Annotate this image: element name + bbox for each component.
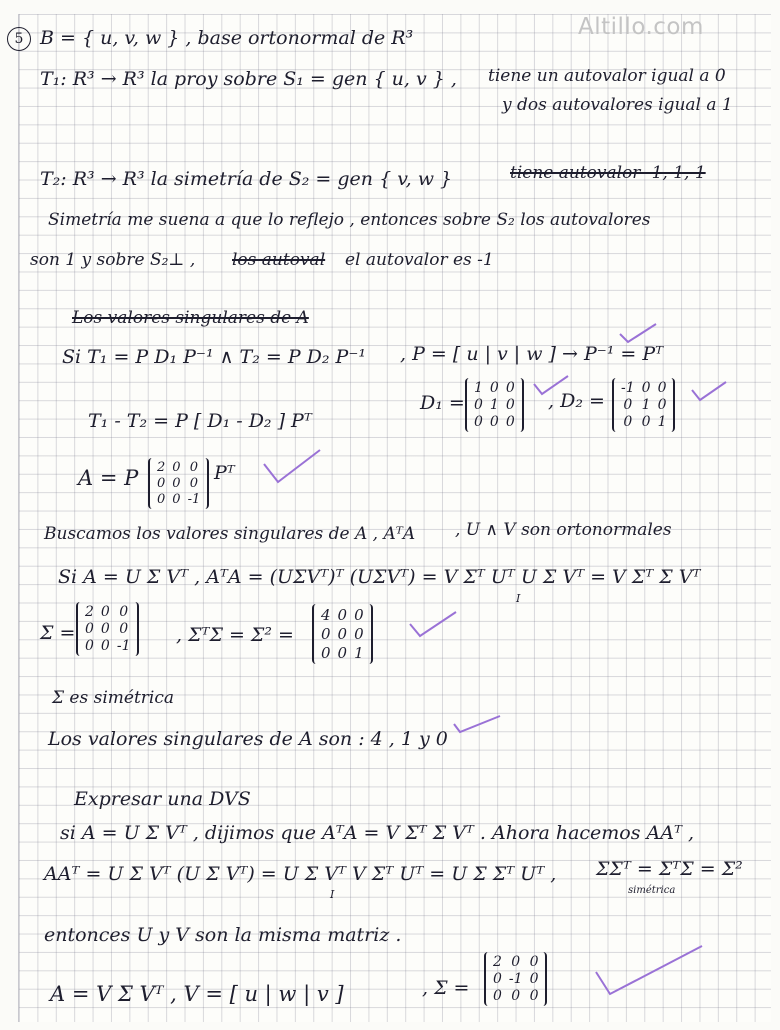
label-sigma-final: , Σ = [422, 977, 470, 999]
matrix-cell: 0 [505, 380, 515, 396]
matrix-cell: 4 [321, 606, 331, 624]
matrix-cell: 1 [641, 397, 651, 413]
grader-check-1 [618, 320, 658, 346]
matrix-cell: 0 [505, 397, 515, 413]
matrix-cell: 0 [172, 460, 181, 475]
underbrace-identity-1: I [516, 592, 521, 605]
line-u-equals-v: entonces U y V son la misma matriz . [44, 924, 402, 946]
matrix-cell: 0 [157, 492, 166, 507]
matrix-cell: 0 [100, 604, 110, 620]
matrix-cell: 0 [489, 414, 499, 430]
matrix-cell: 0 [529, 954, 539, 970]
label-a-equals: A = P [78, 466, 139, 490]
line-singular-values-result: Los valores singulares de A son : 4 , 1 y 0 [48, 728, 448, 750]
matrix-cell: 2 [85, 604, 94, 620]
line-final-svd: A = V Σ Vᵀ , V = [ u | w | v ] [50, 982, 344, 1006]
matrix-cell: 0 [641, 414, 651, 430]
matrix-cell: 0 [489, 380, 499, 396]
matrix-cell: 0 [474, 397, 483, 413]
matrix-d1 [465, 378, 524, 432]
matrix-cell: 0 [337, 606, 348, 624]
label-d1: D₁ = [420, 392, 465, 414]
line-orthonormal: , U ∧ V son ortonormales [455, 520, 672, 540]
line-t1-eigen-one: y dos autovalores igual a 1 [502, 95, 733, 115]
line-sigma-symmetric: Σ es simétrica [52, 688, 175, 708]
matrix-cell: 0 [172, 492, 181, 507]
matrix-sigma-squared [312, 604, 373, 664]
matrix-cell: 0 [337, 625, 348, 643]
matrix-cell: 0 [657, 380, 667, 396]
line-t1-minus-t2: T₁ - T₂ = P [ D₁ - D₂ ] Pᵀ [88, 410, 312, 432]
matrix-cell: 0 [321, 625, 331, 643]
grader-check-6 [452, 712, 502, 734]
line-t2-struck: tiene autovalor -1, 1, 1 [510, 163, 706, 183]
matrix-cell: 0 [85, 638, 94, 654]
note-symmetric: simétrica [628, 885, 676, 896]
matrix-cell: 0 [511, 988, 521, 1004]
matrix-cell: 0 [354, 606, 364, 624]
heading-dvs: Expresar una DVS [74, 788, 251, 810]
matrix-cell: 0 [529, 988, 539, 1004]
matrix-cell: -1 [508, 971, 523, 987]
matrix-cell: 0 [157, 476, 166, 491]
watermark: Altillo.com [578, 14, 704, 40]
matrix-cell: 0 [493, 988, 502, 1004]
label-pt: Pᵀ [214, 462, 235, 484]
grader-check-4 [262, 446, 322, 486]
label-sigma: Σ = [40, 622, 76, 644]
problem-number: 5 [7, 27, 31, 51]
line-ata-derivation: Si A = U Σ Vᵀ , AᵀA = (UΣVᵀ)ᵀ (UΣVᵀ) = V Σᵀ Uᵀ U Σ Vᵀ = V Σᵀ Σ Vᵀ [58, 566, 701, 588]
matrix-cell: 0 [119, 604, 129, 620]
grader-check-3 [690, 378, 730, 404]
line-symmetry-note: Simetría me suena a que lo reflejo , entonces sobre S₂ los autovalores [48, 210, 651, 230]
matrix-cell: -1 [116, 638, 131, 654]
grader-check-5 [408, 608, 458, 640]
matrix-cell: 0 [119, 621, 129, 637]
line-aat-intro: si A = U Σ Vᵀ , dijimos que AᵀA = V Σᵀ Σ Vᵀ . Ahora hacemos AAᵀ , [60, 822, 695, 844]
matrix-cell: 0 [623, 414, 633, 430]
underbrace-identity-2: I [330, 888, 335, 901]
matrix-cell: 0 [172, 476, 181, 491]
matrix-cell: 0 [511, 954, 521, 970]
matrix-cell: 0 [505, 414, 515, 430]
matrix-cell: 0 [641, 380, 651, 396]
matrix-cell: 0 [321, 644, 331, 662]
matrix-cell: -1 [187, 492, 201, 507]
matrix-cell: 0 [623, 397, 633, 413]
matrix-cell: 1 [474, 380, 483, 396]
grader-check-7 [594, 942, 704, 998]
matrix-cell: 0 [189, 460, 199, 475]
matrix-cell: 0 [474, 414, 483, 430]
line-sigma-commute: ΣΣᵀ = ΣᵀΣ = Σ² [596, 858, 743, 880]
matrix-cell: 0 [100, 638, 110, 654]
label-sigma-squared: , ΣᵀΣ = Σ² = [176, 624, 294, 646]
matrix-cell: 0 [529, 971, 539, 987]
matrix-cell: 1 [489, 397, 499, 413]
matrix-cell: 0 [337, 644, 348, 662]
line-diagonalization: Si T₁ = P D₁ P⁻¹ ∧ T₂ = P D₂ P⁻¹ [62, 346, 366, 368]
matrix-sigma [76, 602, 139, 656]
matrix-cell: 0 [354, 625, 364, 643]
matrix-cell: 0 [100, 621, 110, 637]
line-eigen-minus-one: el autovalor es -1 [345, 250, 494, 270]
line-basis: B = { u, v, w } , base ortonormal de R³ [40, 27, 414, 49]
line-t1-eigen-zero: tiene un autovalor igual a 0 [488, 66, 726, 86]
matrix-cell: 0 [493, 971, 502, 987]
line-aat-derivation: AAᵀ = U Σ Vᵀ (U Σ Vᵀ) = U Σ Vᵀ V Σᵀ Uᵀ = U Σ Σᵀ Uᵀ , [44, 863, 557, 885]
matrix-cell: 0 [85, 621, 94, 637]
line-struck-heading: Los valores singulares de A [72, 308, 309, 328]
matrix-cell: -1 [621, 380, 635, 396]
line-t1-definition: T₁: R³ → R³ la proy sobre S₁ = gen { u, v } , [40, 68, 457, 90]
matrix-a-middle [148, 458, 209, 509]
line-symmetry-note-2: son 1 y sobre S₂⊥ , [30, 250, 196, 270]
matrix-cell: 0 [189, 476, 199, 491]
matrix-cell: 0 [657, 397, 667, 413]
matrix-d2 [612, 378, 675, 432]
line-search-singular: Buscamos los valores singulares de A , AᵀA [44, 524, 416, 544]
matrix-cell: 1 [657, 414, 667, 430]
line-t2-definition: T₂: R³ → R³ la simetría de S₂ = gen { v, w } [40, 168, 453, 190]
line-struck-autoval: los autoval [232, 250, 326, 270]
matrix-cell: 2 [157, 460, 166, 475]
matrix-cell: 1 [354, 644, 364, 662]
matrix-sigma-final [484, 952, 547, 1006]
label-d2: , D₂ = [548, 390, 605, 412]
grader-check-2 [532, 372, 572, 398]
line-p-orthogonal: , P = [ u | v | w ] → P⁻¹ = Pᵀ [400, 343, 664, 365]
matrix-cell: 2 [493, 954, 502, 970]
